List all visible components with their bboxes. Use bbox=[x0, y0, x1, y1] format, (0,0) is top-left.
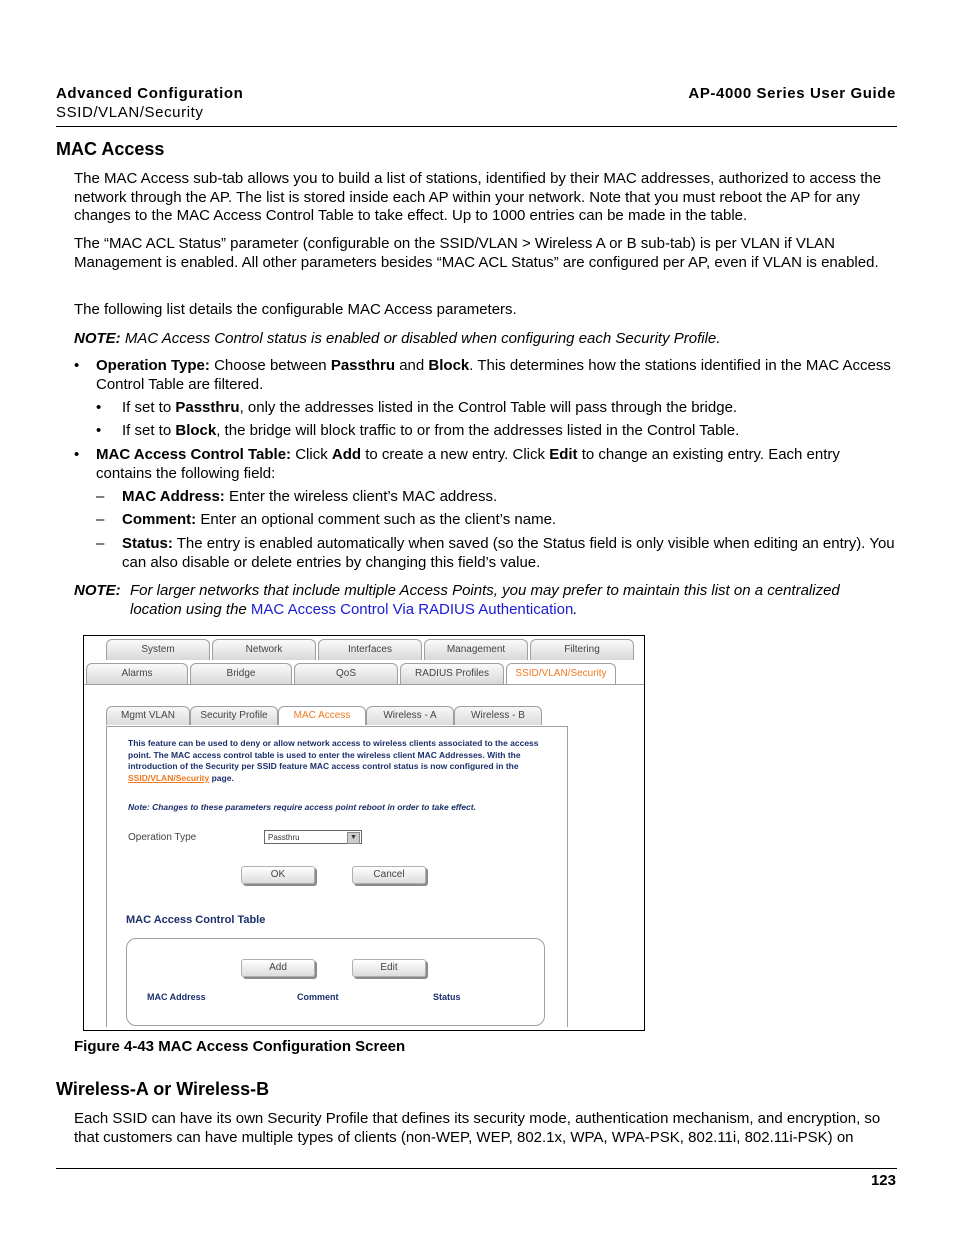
running-header-guide-title: AP-4000 Series User Guide bbox=[688, 85, 896, 102]
edit-button[interactable]: Edit bbox=[352, 959, 426, 977]
op-type-passthru: Passthru bbox=[330, 357, 396, 374]
column-header-comment: Comment bbox=[297, 992, 339, 1002]
mac-access-para-2: The “MAC ACL Status” parameter (configurable on the SSID/VLAN > Wireless A or B sub-tab) is per VLAN if VLAN Management is enabled. All other parameters besides “MAC ACL Status” are configured per AP, even if VLAN is enabled. bbox=[74, 235, 879, 271]
note-2-end: . bbox=[573, 601, 578, 618]
table-bullet-edit: Edit bbox=[549, 446, 578, 463]
mac-access-control-table-title: MAC Access Control Table bbox=[126, 914, 266, 926]
tab-system[interactable]: System bbox=[106, 639, 210, 660]
sub-bullet-passthru: • If set to Passthru, only the addresses listed in the Control Table will pass through the bridge. bbox=[96, 399, 738, 416]
page-number: 123 bbox=[870, 1172, 896, 1189]
info-text bbox=[128, 738, 558, 785]
op-type-text: Choose between bbox=[209, 357, 331, 374]
wireless-para: Each SSID can have its own Security Profile that defines its security mode, authentication mechanism, and encryption, so that customers can have multiple types of clients (non-WEP, WEP, 802.1x, WPA, WPA-PSK, 802.11i, 802.11i-PSK) on bbox=[74, 1110, 881, 1146]
bullet-mac-access-control-table: • MAC Access Control Table: Click Add to create a new entry. Click Edit to change an existing entry. Each entry contains the following field: bbox=[74, 446, 840, 482]
tab-filtering[interactable]: Filtering bbox=[530, 639, 634, 660]
note-2-text: For larger networks that include multiple Access Points, you may prefer to maintain this list on a centralized location using the bbox=[130, 582, 840, 618]
op-type-text: and bbox=[395, 357, 429, 374]
header-rule bbox=[56, 126, 897, 127]
tab-qos[interactable]: QoS bbox=[294, 663, 398, 684]
running-header-subsection: SSID/VLAN/Security bbox=[56, 104, 204, 121]
running-header-section: Advanced Configuration bbox=[56, 85, 244, 102]
subtab-mgmt-vlan[interactable]: Mgmt VLAN bbox=[106, 706, 190, 725]
sub-bullet-text: , the bridge will block traffic to or from the addresses listed in the Control Table. bbox=[216, 422, 740, 439]
subtab-security-profile[interactable]: Security Profile bbox=[190, 706, 278, 725]
op-type-label: Operation Type: bbox=[96, 357, 210, 374]
subtab-wireless-b[interactable]: Wireless - B bbox=[454, 706, 542, 725]
info-text-body: This feature can be used to deny or allow network access to wireless clients associated to the access point. The MAC access control table is used to enter the wireless client MAC Addresses. With the introduction of the Security per SSID feature MAC access control status is now configured in the bbox=[128, 738, 539, 772]
mac-access-para-3: The following list details the configurable MAC Access parameters. bbox=[74, 301, 517, 318]
op-type-block: Block bbox=[428, 357, 470, 374]
wireless-heading: Wireless-A or Wireless-B bbox=[56, 1079, 270, 1099]
dash-item-status: – Status: The entry is enabled automatically when saved (so the Status field is only visible when editing an entry). You can also disable or delete entries by changing this field’s value. bbox=[96, 535, 895, 571]
operation-type-value: Passthru bbox=[268, 833, 300, 842]
radius-auth-link[interactable]: MAC Access Control Via RADIUS Authentication bbox=[250, 601, 574, 618]
sub-bullet-text: , only the addresses listed in the Control Table will pass through the bridge. bbox=[239, 399, 738, 416]
dash-item-label: Comment: bbox=[122, 511, 197, 528]
add-button[interactable]: Add bbox=[241, 959, 315, 977]
table-bullet-text: Click bbox=[291, 446, 332, 463]
sub-bullet-block: • If set to Block, the bridge will block traffic to or from the addresses listed in the Control Table. bbox=[96, 422, 740, 439]
column-header-status: Status bbox=[433, 992, 461, 1002]
bullet-operation-type: • Operation Type: Choose between Passthru and Block. This determines how the stations identified in the MAC Access Control Table are filtered. bbox=[74, 357, 891, 393]
mac-access-control-table bbox=[126, 938, 545, 1026]
column-header-mac-address: MAC Address bbox=[147, 992, 206, 1002]
tab-row-divider bbox=[84, 684, 644, 685]
note-2-label: NOTE: bbox=[74, 582, 121, 599]
note-1-text: MAC Access Control status is enabled or disabled when configuring each Security Profile. bbox=[124, 330, 721, 347]
operation-type-select[interactable] bbox=[264, 830, 362, 844]
tab-alarms[interactable]: Alarms bbox=[86, 663, 188, 684]
tab-bridge[interactable]: Bridge bbox=[190, 663, 292, 684]
op-type-text: . This determines how the stations identified in the MAC Access Control Table are filtered. bbox=[96, 357, 891, 393]
chevron-down-icon[interactable]: ▼ bbox=[347, 832, 360, 844]
tab-management[interactable]: Management bbox=[424, 639, 528, 660]
dash-item-label: MAC Address: bbox=[122, 488, 225, 505]
tab-network[interactable]: Network bbox=[212, 639, 316, 660]
sub-bullet-text: If set to bbox=[122, 399, 176, 416]
dash-item-text: Enter the wireless client’s MAC address. bbox=[224, 488, 498, 505]
tab-interfaces[interactable]: Interfaces bbox=[318, 639, 422, 660]
mac-access-heading: MAC Access bbox=[56, 139, 165, 159]
reboot-note: Note: Changes to these parameters require access point reboot in order to take effect. bbox=[128, 802, 476, 812]
dash-item-text: Enter an optional comment such as the client’s name. bbox=[196, 511, 557, 528]
note-1 bbox=[74, 329, 899, 348]
figure-caption: Figure 4-43 MAC Access Configuration Screen bbox=[74, 1038, 406, 1055]
table-bullet-text: to change an existing entry. Each entry contains the following field: bbox=[96, 446, 840, 482]
table-bullet-add: Add bbox=[331, 446, 362, 463]
sub-bullet-bold: Block bbox=[175, 422, 217, 439]
footer-rule bbox=[56, 1168, 897, 1169]
note-2 bbox=[74, 581, 894, 619]
ssid-vlan-security-link[interactable]: SSID/VLAN/Security bbox=[128, 773, 210, 784]
dash-item-label: Status: bbox=[122, 535, 173, 552]
mac-access-para-1: The MAC Access sub-tab allows you to build a list of stations, identified by their MAC addresses, authorized to access the network through the AP. The list is stored inside each AP within your network. Note that you must reboot the AP for any changes to the MAC Access Control Table to take effect. Up to 1000 entries can be made in the table. bbox=[74, 170, 882, 224]
sub-bullet-bold: Passthru bbox=[175, 399, 240, 416]
dash-item-mac-address: – MAC Address: Enter the wireless client’s MAC address. bbox=[96, 488, 498, 505]
sub-bullet-text: If set to bbox=[122, 422, 176, 439]
ok-button[interactable]: OK bbox=[241, 866, 315, 884]
operation-type-label: Operation Type bbox=[128, 832, 197, 843]
subtab-mac-access[interactable]: MAC Access bbox=[278, 706, 366, 725]
subtab-wireless-a[interactable]: Wireless - A bbox=[366, 706, 454, 725]
tab-radius-profiles[interactable]: RADIUS Profiles bbox=[400, 663, 504, 684]
dash-item-text: The entry is enabled automatically when saved (so the Status field is only visible when editing an entry). You can also disable or delete entries by changing this field’s value. bbox=[122, 535, 895, 571]
table-bullet-text: to create a new entry. Click bbox=[361, 446, 550, 463]
info-text-end: page. bbox=[209, 773, 234, 784]
mac-access-screenshot bbox=[83, 635, 645, 1031]
table-bullet-label: MAC Access Control Table: bbox=[96, 446, 292, 463]
cancel-button[interactable]: Cancel bbox=[352, 866, 426, 884]
dash-item-comment: – Comment: Enter an optional comment such as the client’s name. bbox=[96, 511, 557, 528]
tab-ssid-vlan-security[interactable]: SSID/VLAN/Security bbox=[506, 663, 616, 684]
note-1-label: NOTE: bbox=[74, 330, 121, 347]
